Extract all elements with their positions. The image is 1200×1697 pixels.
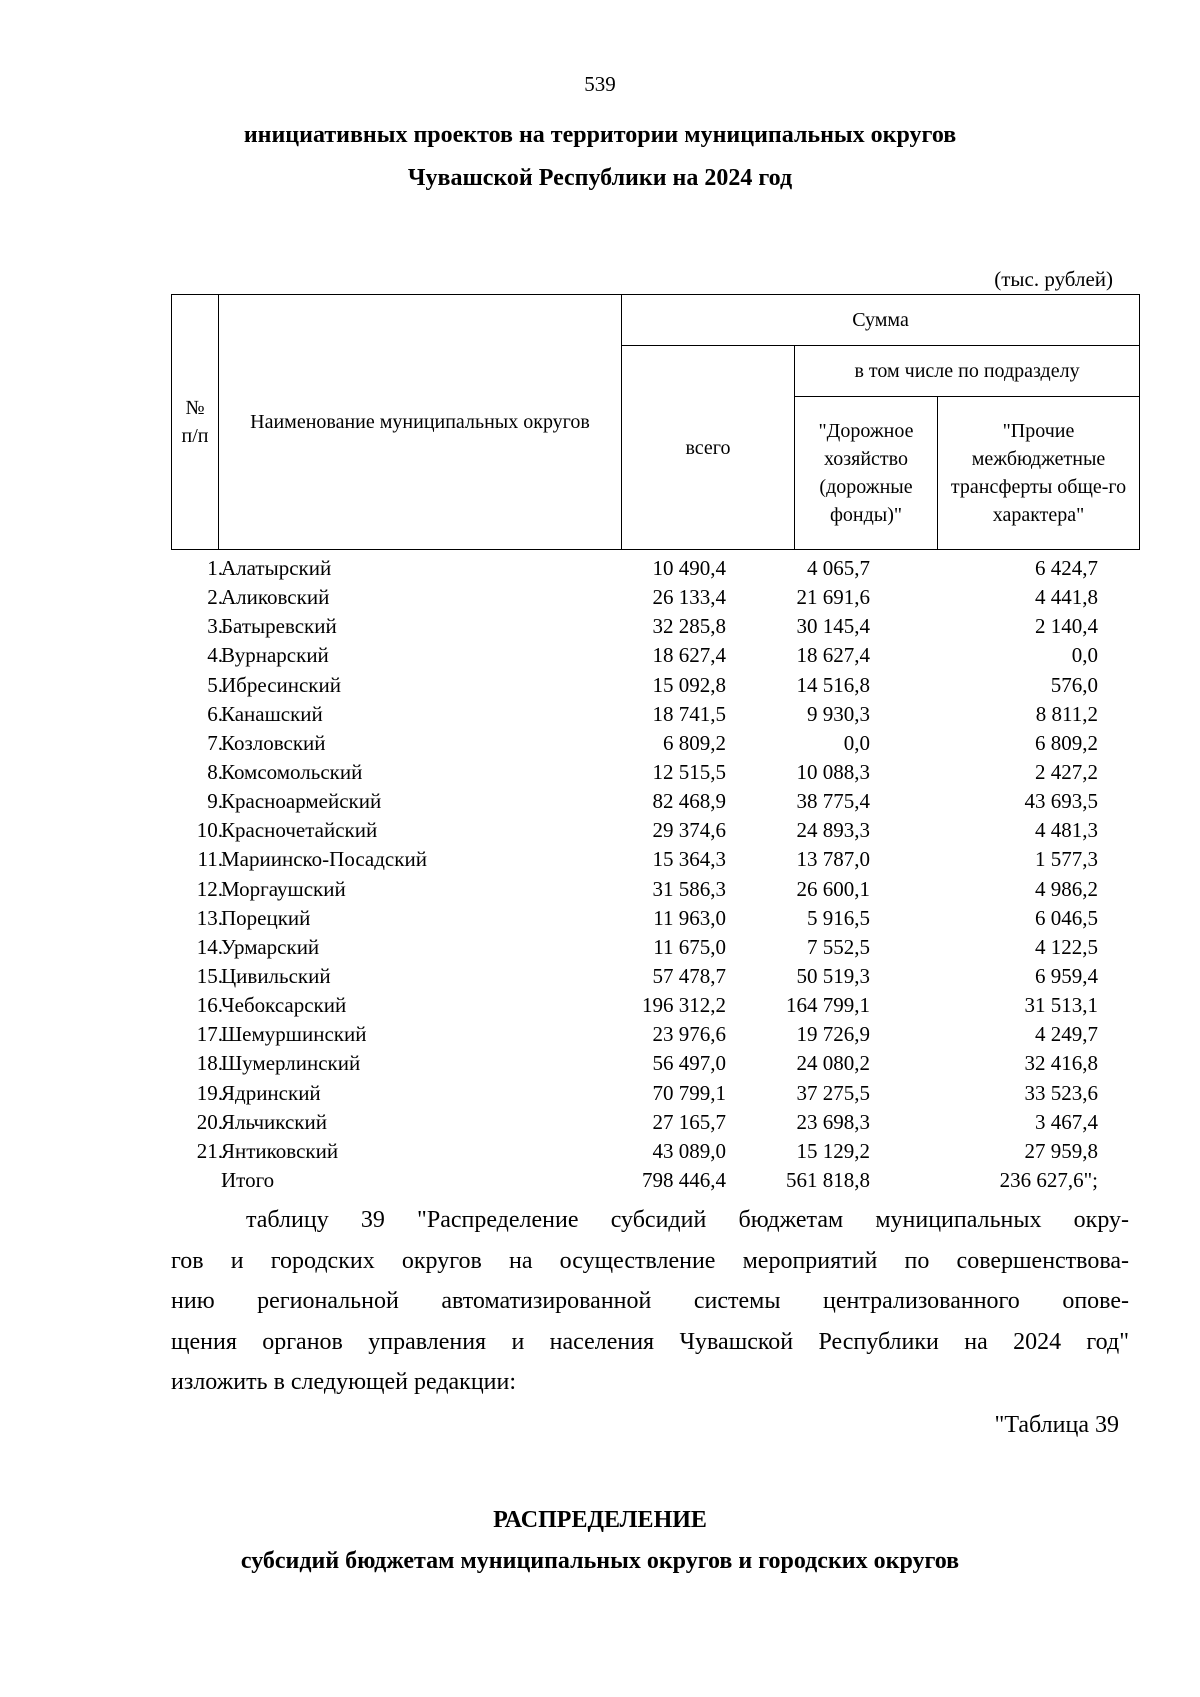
row-road: 21 691,6 (796, 585, 870, 610)
row-total: 18 627,4 (652, 643, 726, 668)
page-number: 539 (584, 72, 616, 96)
row-number: 14. (196, 934, 223, 959)
table-row (171, 583, 1139, 612)
amendment-paragraph (171, 1200, 1129, 1403)
row-other: 43 693,5 (1024, 789, 1098, 814)
row-road: 24 080,2 (796, 1051, 870, 1076)
row-name: Цивильский (221, 963, 331, 988)
row-name: Канашский (221, 701, 323, 726)
row-other: 3 467,4 (1035, 1109, 1098, 1134)
row-other: 32 416,8 (1024, 1051, 1098, 1076)
row-total: 10 490,4 (652, 556, 726, 580)
row-number: 5. (207, 672, 223, 697)
row-total: 70 799,1 (652, 1080, 726, 1105)
row-number: 19. (196, 1080, 223, 1105)
row-name: Итого (221, 1167, 275, 1192)
paragraph-line: щения органов управления и населения Чувашской Республики на 2024 год" (171, 1328, 1129, 1355)
row-total: 6 809,2 (663, 730, 726, 755)
row-name: Батыревский (221, 614, 337, 639)
row-other: 6 959,4 (1035, 963, 1098, 988)
row-name: Мариинско-Посадский (221, 847, 427, 872)
header-road: "Дорожное хозяйство (дорожные фонды)" (795, 397, 938, 550)
row-road: 10 088,3 (796, 759, 870, 784)
table-row (171, 1137, 1139, 1166)
table-row (171, 700, 1139, 729)
row-name: Моргаушский (221, 876, 346, 901)
row-total: 26 133,4 (652, 585, 726, 610)
row-name: Порецкий (221, 905, 311, 930)
row-number: 9. (207, 789, 223, 814)
row-road: 9 930,3 (807, 701, 870, 726)
table-row (171, 1079, 1139, 1108)
paragraph-line: изложить в следующей редакции: (171, 1369, 517, 1395)
row-other: 6 809,2 (1035, 730, 1098, 755)
table-body (171, 554, 1139, 1195)
units-note: (тыс. рублей) (994, 267, 1113, 291)
row-road: 164 799,1 (786, 993, 870, 1018)
row-other: 1 577,3 (1035, 847, 1098, 872)
table-row (171, 641, 1139, 670)
table-row (171, 875, 1139, 904)
row-road: 13 787,0 (796, 847, 870, 872)
row-name: Козловский (221, 730, 326, 755)
row-number: 18. (196, 1051, 223, 1076)
row-number: 17. (196, 1022, 223, 1047)
row-road: 24 893,3 (796, 818, 870, 843)
row-name: Чебоксарский (221, 993, 347, 1018)
row-other: 31 513,1 (1024, 993, 1098, 1018)
row-total: 12 515,5 (652, 759, 726, 784)
row-other: 4 249,7 (1035, 1022, 1098, 1047)
row-number: 7. (207, 730, 223, 755)
table-row (171, 904, 1139, 933)
table-row (171, 1020, 1139, 1049)
row-other: 0,0 (1071, 643, 1098, 668)
row-road: 19 726,9 (796, 1022, 870, 1047)
header-name: Наименование муниципальных округов (219, 295, 622, 550)
row-road: 30 145,4 (796, 614, 870, 639)
table-heading-line1: инициативных проектов на территории муниципальных округов (243, 122, 957, 148)
row-number: 3. (207, 614, 223, 639)
row-total: 29 374,6 (652, 818, 726, 843)
table-row (171, 787, 1139, 816)
table-row (171, 671, 1139, 700)
row-total: 31 586,3 (652, 876, 726, 901)
row-other: 4 441,8 (1035, 585, 1098, 610)
row-total: 43 089,0 (652, 1138, 726, 1163)
row-road: 26 600,1 (796, 876, 870, 901)
row-total: 798 446,4 (642, 1167, 726, 1192)
row-road: 18 627,4 (796, 643, 870, 668)
row-road: 50 519,3 (796, 963, 870, 988)
header-number: № п/п (172, 295, 219, 550)
row-name: Шумерлинский (221, 1051, 361, 1076)
row-other: 4 986,2 (1035, 876, 1098, 901)
row-total: 18 741,5 (652, 701, 726, 726)
table-row (171, 758, 1139, 787)
row-road: 7 552,5 (807, 934, 870, 959)
row-other: 2 140,4 (1035, 614, 1098, 639)
row-total: 23 976,6 (652, 1022, 726, 1047)
row-number: 10. (196, 818, 223, 843)
table-row (171, 991, 1139, 1020)
row-name: Шемуршинский (221, 1022, 367, 1047)
row-number: 2. (207, 585, 223, 610)
row-total: 27 165,7 (652, 1109, 726, 1134)
paragraph-line: нию региональной автоматизированной системы централизованного опове- (171, 1288, 1129, 1314)
row-road: 23 698,3 (796, 1109, 870, 1134)
row-other: 27 959,8 (1024, 1138, 1098, 1163)
table-header (171, 294, 1140, 550)
row-road: 37 275,5 (796, 1080, 870, 1105)
row-name: Урмарский (221, 934, 320, 959)
row-number: 12. (196, 876, 223, 901)
table-row (171, 729, 1139, 758)
row-name: Ибресинский (221, 672, 341, 697)
row-total: 32 285,8 (652, 614, 726, 639)
row-number: 15. (196, 963, 223, 988)
row-total: 196 312,2 (642, 993, 726, 1018)
row-other: 2 427,2 (1035, 759, 1098, 784)
row-total: 11 963,0 (653, 905, 726, 930)
section-title: РАСПРЕДЕЛЕНИЕ (493, 1507, 707, 1533)
row-number: 20. (196, 1109, 223, 1134)
table-row (171, 1108, 1139, 1137)
row-number: 16. (196, 993, 223, 1018)
header-other: "Прочие межбюджетные трансферты обще-го характера" (938, 397, 1140, 550)
row-name: Ядринский (221, 1080, 321, 1105)
row-total: 57 478,7 (652, 963, 726, 988)
row-road: 4 065,7 (807, 556, 870, 580)
paragraph-line: таблицу 39 "Распределение субсидий бюджетам муниципальных окру- (246, 1207, 1129, 1233)
row-other: 33 523,6 (1024, 1080, 1098, 1105)
row-other: 6 424,7 (1035, 556, 1098, 580)
row-other: 576,0 (1050, 672, 1098, 697)
table-row (171, 612, 1139, 641)
row-total: 56 497,0 (652, 1051, 726, 1076)
row-road: 561 818,8 (786, 1167, 870, 1192)
row-number: 8. (207, 759, 223, 784)
row-total: 82 468,9 (652, 789, 726, 814)
table-heading-line2: Чувашской Республики на 2024 год (407, 165, 793, 191)
row-road: 15 129,2 (796, 1138, 870, 1163)
row-name: Комсомольский (221, 759, 363, 784)
row-name: Янтиковский (221, 1138, 339, 1163)
table-row (171, 1166, 1139, 1195)
table-label: "Таблица 39 (994, 1412, 1119, 1438)
row-other: 4 122,5 (1035, 934, 1098, 959)
row-name: Аликовский (221, 585, 330, 610)
row-road: 0,0 (843, 730, 870, 755)
row-total: 11 675,0 (653, 934, 726, 959)
row-other: 6 046,5 (1035, 905, 1098, 930)
row-road: 38 775,4 (796, 789, 870, 814)
header-including: в том числе по подразделу (795, 346, 1140, 397)
row-other: 236 627,6"; (999, 1167, 1098, 1192)
row-name: Алатырский (221, 556, 332, 580)
row-name: Вурнарский (221, 643, 329, 668)
row-road: 5 916,5 (807, 905, 870, 930)
row-total: 15 092,8 (652, 672, 726, 697)
table-row (171, 962, 1139, 991)
row-name: Красноармейский (221, 789, 382, 814)
header-total: всего (622, 346, 795, 550)
section-subtitle: субсидий бюджетам муниципальных округов и городских округов (240, 1548, 960, 1574)
table-row (171, 1049, 1139, 1078)
table-row (171, 845, 1139, 874)
row-road: 14 516,8 (796, 672, 870, 697)
row-number: 21. (196, 1138, 223, 1163)
table-row (171, 933, 1139, 962)
paragraph-line: гов и городских округов на осуществление мероприятий по совершенствова- (171, 1247, 1129, 1274)
row-number: 11. (197, 847, 223, 872)
row-name: Красночетайский (221, 818, 378, 843)
table-row (171, 554, 1139, 583)
header-sum: Сумма (622, 295, 1140, 346)
row-other: 4 481,3 (1035, 818, 1098, 843)
table-row (171, 816, 1139, 845)
row-name: Яльчикский (221, 1109, 327, 1134)
row-number: 1. (207, 556, 223, 580)
row-number: 6. (207, 701, 223, 726)
row-other: 8 811,2 (1035, 701, 1098, 726)
row-number: 4. (207, 643, 223, 668)
row-total: 15 364,3 (652, 847, 726, 872)
row-number: 13. (196, 905, 223, 930)
